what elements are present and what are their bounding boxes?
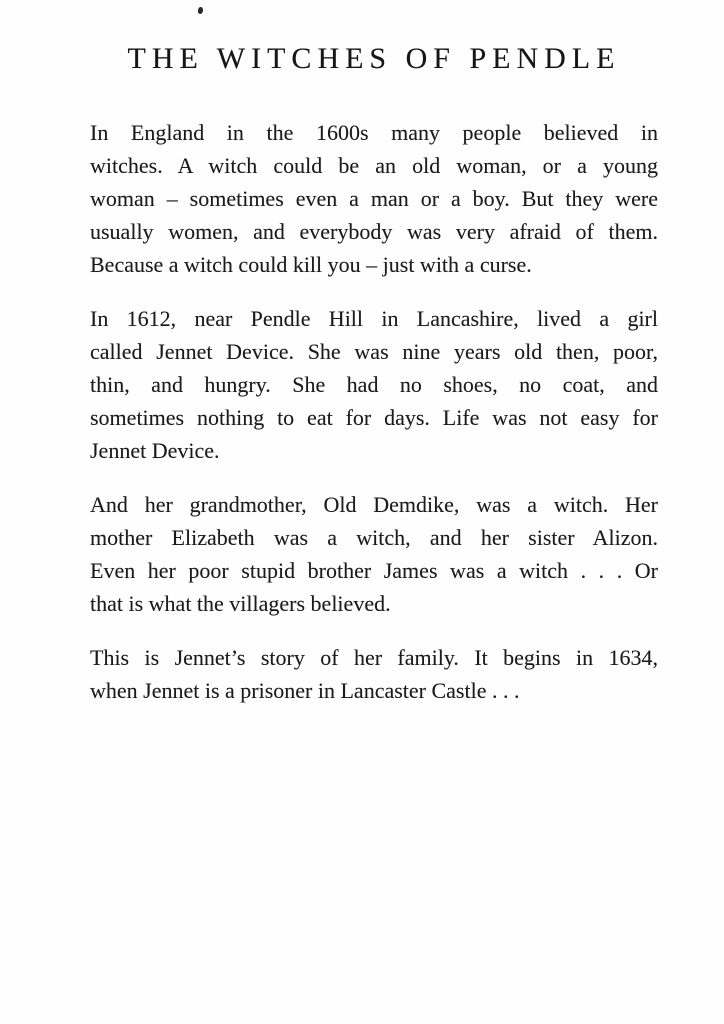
text-line: usually women, and everybody was very afraid of them. — [90, 219, 658, 244]
paragraph-3 — [90, 488, 658, 620]
paragraph-1 — [90, 116, 658, 281]
page-content — [90, 0, 658, 707]
text-line: thin, and hungry. She had no shoes, no coat, and — [90, 372, 658, 397]
text-line: woman – sometimes even a man or a boy. But they were — [90, 186, 658, 211]
page-title: THE WITCHES OF PENDLE — [127, 42, 621, 75]
text-line: when Jennet is a prisoner in Lancaster Castle . . . — [90, 678, 520, 703]
text-line: witches. A witch could be an old woman, or a young — [90, 153, 658, 178]
text-line: In England in the 1600s many people believed in — [90, 120, 658, 145]
text-line: that is what the villagers believed. — [90, 591, 391, 616]
paragraph-4 — [90, 641, 658, 707]
text-line: And her grandmother, Old Demdike, was a witch. Her — [90, 492, 658, 517]
text-line: Even her poor stupid brother James was a witch . . . Or — [90, 558, 658, 583]
text-line: Because a witch could kill you – just with a curse. — [90, 252, 532, 277]
page-body — [90, 116, 658, 707]
text-line: sometimes nothing to eat for days. Life was not easy for — [90, 405, 658, 430]
text-line: Jennet Device. — [90, 438, 220, 463]
text-line: In 1612, near Pendle Hill in Lancashire, lived a girl — [90, 306, 658, 331]
paragraph-2 — [90, 302, 658, 467]
text-line: This is Jennet’s story of her family. It begins in 1634, — [90, 645, 658, 670]
text-line: called Jennet Device. She was nine years old then, poor, — [90, 339, 658, 364]
text-line: mother Elizabeth was a witch, and her sister Alizon. — [90, 525, 658, 550]
